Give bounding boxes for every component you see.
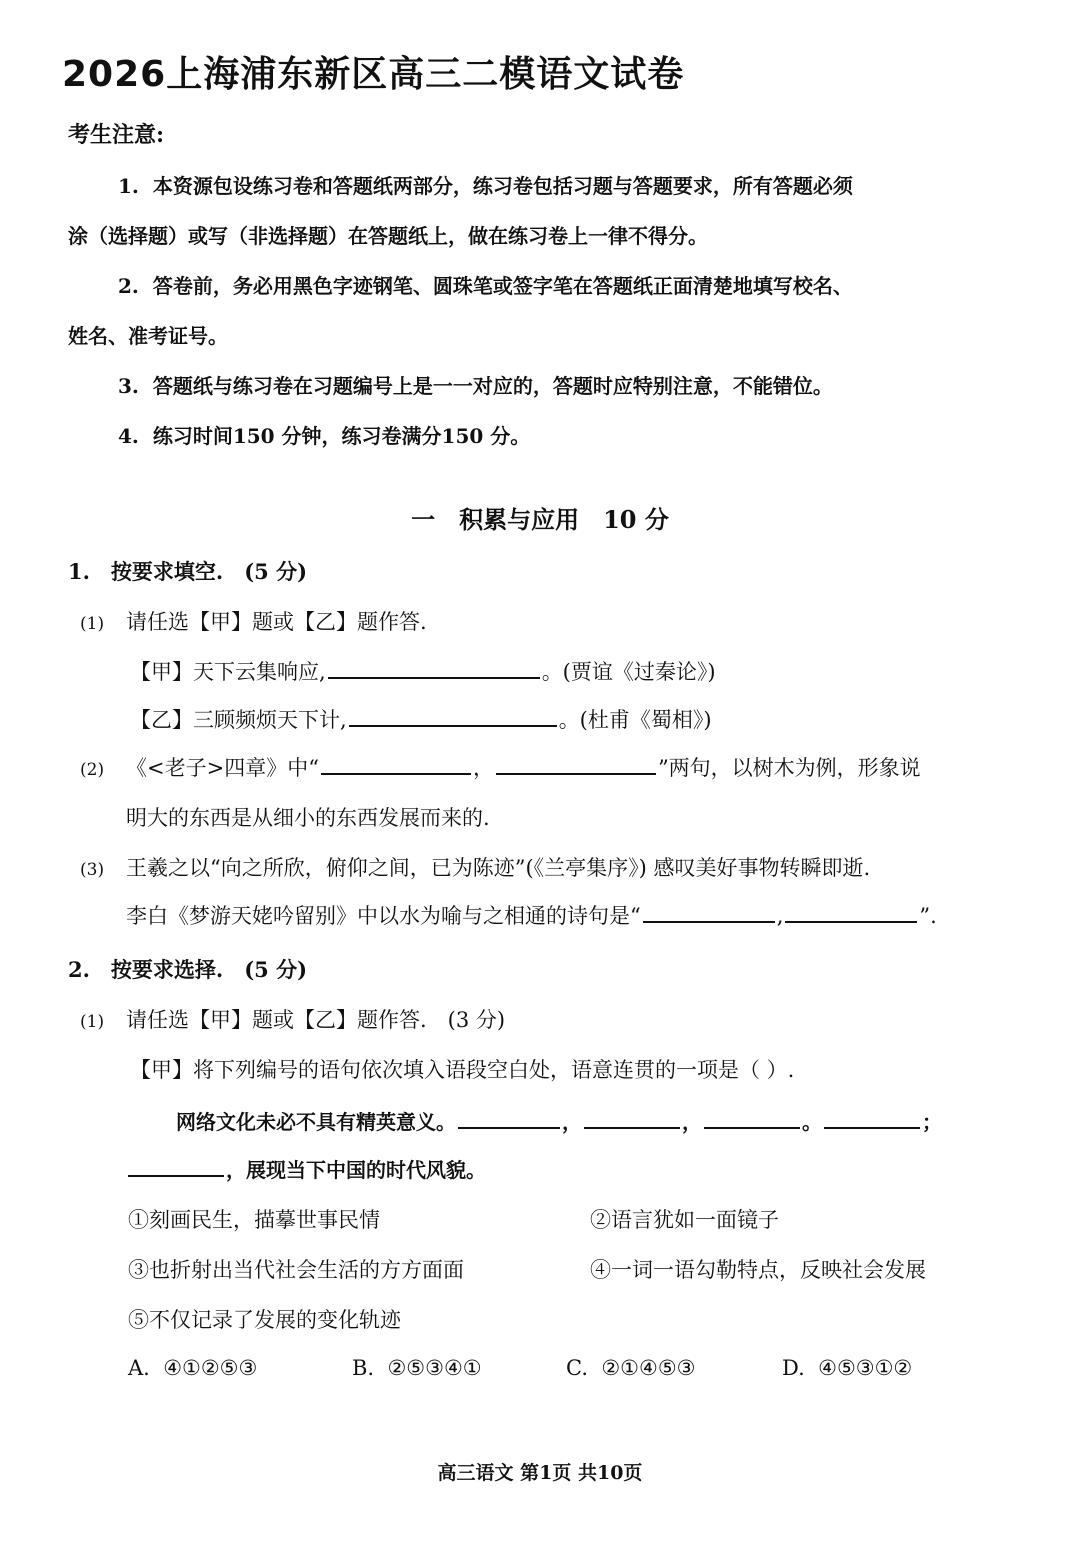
q2-passage-end: ，展现当下中国的时代风貌。 [226, 1158, 486, 1182]
question-2-heading: 2. 按要求选择. (5 分) [68, 957, 308, 982]
q1-part3-num: (3) [80, 860, 105, 880]
question-1-heading: 1. 按要求填空. (5 分) [68, 559, 308, 584]
choice-value: ②①④⑤③ [601, 1356, 696, 1380]
q1-part3-line2 [126, 900, 937, 930]
answer-blank[interactable] [496, 772, 656, 775]
q2-option-5: ⑤不仅记录了发展的变化轨迹 [128, 1308, 401, 1332]
answer-blank[interactable] [349, 724, 557, 727]
q2-sep: ， [562, 1110, 582, 1134]
notice-item-text: 答题纸与练习卷在习题编号上是一一对应的，答题时应特别注意，不能错位。 [152, 374, 833, 398]
notice-item-1-line2: 涂（选择题）或写（非选择题）在答题纸上，做在练习卷上一律不得分。 [68, 224, 708, 248]
q2-passage-start: 网络文化未必不具有精英意义。 [176, 1110, 456, 1134]
q1-yi-text: 【乙】三顾频烦天下计, [130, 708, 347, 732]
page-footer: 高三语文 第1页 共10页 [437, 1462, 643, 1484]
choice-label: D. [782, 1356, 805, 1380]
q1-part3-mid: , [776, 904, 784, 928]
q1-part2-mid: ， [472, 756, 494, 780]
q2-option-4: ④一词一语勾勒特点，反映社会发展 [590, 1258, 926, 1282]
q1-part1-prompt [80, 606, 427, 636]
page-title: 2026上海浦东新区高三二模语文试卷 [62, 54, 685, 95]
choice-c[interactable] [566, 1356, 696, 1380]
notice-item-num: 1. [118, 174, 139, 198]
q2-sep: ， [682, 1110, 702, 1134]
notice-item-4 [118, 420, 530, 449]
choice-a[interactable] [128, 1356, 257, 1380]
answer-blank[interactable] [128, 1174, 224, 1177]
notice-item-2-line1 [118, 270, 853, 299]
answer-blank[interactable] [643, 920, 775, 923]
q1-part2-post: ”两句，以树木为例，形象说 [657, 756, 921, 780]
choice-value: ②⑤③④① [387, 1356, 482, 1380]
q1-jia-line [130, 656, 716, 686]
choice-label: B. [352, 1356, 375, 1380]
notice-item-3 [118, 370, 833, 399]
notice-item-text: 答卷前，务必用黑色字迹钢笔、圆珠笔或签字笔在答题纸正面清楚地填写校名、 [152, 274, 853, 298]
choice-label: A. [128, 1356, 150, 1380]
q2-passage-line1 [176, 1106, 942, 1135]
q1-part3-text: 王羲之以“向之所欣，俯仰之间，已为陈迹”(《兰亭集序》) 感叹美好事物转瞬即逝. [126, 856, 871, 880]
answer-blank[interactable] [704, 1126, 800, 1129]
choice-b[interactable] [352, 1356, 482, 1380]
q2-option-2: ②语言犹如一面镜子 [590, 1208, 779, 1232]
q1-part3-post: ”. [919, 904, 937, 928]
q1-part3-line1 [80, 852, 870, 882]
notice-item-1-line1 [118, 170, 853, 199]
q1-part2-line2: 明大的东西是从细小的东西发展而来的. [126, 806, 490, 830]
notice-item-num: 4. [118, 424, 139, 448]
notice-item-2-line2: 姓名、准考证号。 [68, 324, 228, 348]
q1-part1-text: 请任选【甲】题或【乙】题作答. [126, 610, 427, 634]
q1-yi-line [130, 704, 712, 734]
q2-passage-line2 [126, 1154, 486, 1183]
answer-blank[interactable] [321, 772, 471, 775]
q2-option-3: ③也折射出当代社会生活的方方面面 [128, 1258, 464, 1282]
notice-item-num: 2. [118, 274, 139, 298]
answer-blank[interactable] [824, 1126, 920, 1129]
q2-sep: ； [922, 1110, 942, 1134]
answer-blank[interactable] [328, 676, 540, 679]
q1-part2-line1 [80, 752, 921, 782]
q1-part2-num: (2) [80, 760, 105, 780]
answer-blank[interactable] [785, 920, 917, 923]
q1-jia-text: 【甲】天下云集响应, [130, 660, 326, 684]
q2-part1-num: (1) [80, 1012, 105, 1032]
q2-part1-text: 请任选【甲】题或【乙】题作答. (3 分) [126, 1008, 506, 1032]
answer-blank[interactable] [458, 1126, 560, 1129]
q2-jia-instruction: 【甲】将下列编号的语句依次填入语段空白处，语意连贯的一项是（ ）. [130, 1058, 795, 1082]
notice-heading: 考生注意: [68, 122, 165, 148]
q1-jia-source: 。(贾谊《过秦论》) [541, 660, 716, 684]
section-title: 一 积累与应用 10 分 [411, 505, 669, 534]
q2-sep: 。 [802, 1110, 822, 1134]
q1-part3-pre: 李白《梦游天姥吟留别》中以水为喻与之相通的诗句是“ [126, 904, 641, 928]
notice-item-num: 3. [118, 374, 139, 398]
q2-part1-prompt [80, 1004, 505, 1034]
answer-blank[interactable] [584, 1126, 680, 1129]
q1-part2-pre: 《<老子>四章》中“ [126, 756, 319, 780]
choice-d[interactable] [782, 1356, 912, 1380]
q1-yi-source: 。(杜甫《蜀相》) [558, 708, 712, 732]
q2-option-1: ①刻画民生，描摹世事民情 [128, 1208, 380, 1232]
choice-value: ④①②⑤③ [163, 1356, 258, 1380]
q1-part1-num: (1) [80, 614, 105, 634]
choice-value: ④⑤③①② [818, 1356, 913, 1380]
notice-item-text: 本资源包设练习卷和答题纸两部分，练习卷包括习题与答题要求，所有答题必须 [152, 174, 853, 198]
notice-item-text: 练习时间150 分钟，练习卷满分150 分。 [152, 424, 531, 448]
choice-label: C. [566, 1356, 588, 1380]
